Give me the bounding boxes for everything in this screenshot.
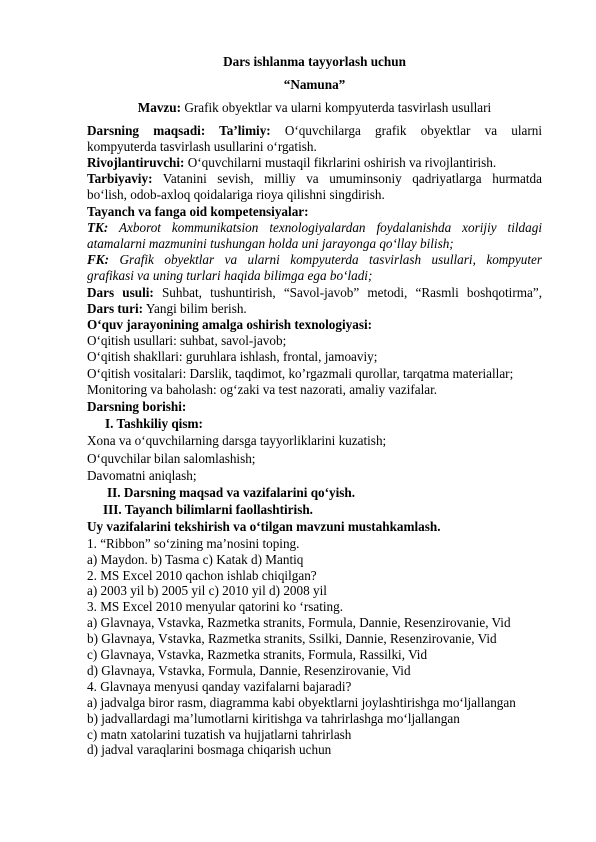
- question-option: c) Glavnaya, Vstavka, Razmetka stranits, Formula, Rassilki, Vid: [87, 647, 428, 663]
- tk-text-1: Axborot kommunikatsion texnologiyalardan foydalanishda xorijiy tildagi: [108, 219, 542, 235]
- educational-text-1: Vatanini sevish, milliy va umuminsoniy qadriyatlarga hurmatda: [152, 171, 542, 187]
- fk-line-2: grafikasi va uning turlari haqida bilimga ega bo‘ladi;: [87, 268, 373, 284]
- goals-line-2: kompyuterda tasvirlash usullarini o‘rgatish.: [87, 138, 317, 154]
- stage-3-heading: III. Tayanch bilimlarni faollashtirish.: [103, 502, 313, 518]
- tk-label: TK:: [87, 219, 109, 235]
- procedure-heading: Darsning borishi:: [87, 399, 187, 415]
- technology-item: O‘qitish shakllari: guruhlara ishlash, frontal, jamoaviy;: [87, 349, 378, 365]
- question-option: a) Glavnaya, Vstavka, Razmetka stranits, Formula, Dannie, Resenzirovanie, Vid: [87, 615, 511, 631]
- technology-heading: O‘quv jarayonining amalga oshirish texnologiyasi:: [87, 317, 373, 333]
- question-option: b) jadvallardagi ma’lumotlarni kiritishga va tahrirlashga mo‘ljallangan: [87, 710, 460, 726]
- lesson-type-label: Dars turi:: [87, 300, 144, 316]
- document-page: [87, 40, 542, 758]
- stage-1-heading: I. Tashkiliy qism:: [105, 416, 203, 432]
- document-title: Dars ishlanma tayyorlash uchun: [223, 54, 406, 69]
- topic-label: Mavzu:: [137, 100, 182, 116]
- question: 1. “Ribbon” so‘zining ma’nosini toping.: [87, 535, 300, 551]
- lesson-method: [87, 285, 542, 301]
- stage-2-heading: II. Darsning maqsad va vazifalarini qo‘yish.: [107, 485, 356, 501]
- homework-check-heading: Uy vazifalarini tekshirish va o‘tilgan mavzuni mustahkamlash.: [87, 519, 441, 535]
- question: 2. MS Excel 2010 qachon ishlab chiqilgan?: [87, 567, 317, 583]
- question-option: c) matn xatolarini tuzatish va hujjatlarni tahrirlash: [87, 726, 352, 742]
- question-option: b) Glavnaya, Vstavka, Razmetka stranits, Ssilki, Dannie, Resenzirovanie, Vid: [87, 631, 497, 647]
- method-text: Suhbat, tushuntirish, “Savol-javob” metodi, “Rasmli boshqotirma”,: [153, 284, 542, 300]
- question-option: a) Maydon. b) Tasma c) Katak d) Mantiq: [87, 551, 304, 567]
- fk-line-1: [87, 252, 542, 268]
- fk-text-1: Grafik obyektlar va ularni kompyuterda tasvirlash usullari, kompyuter: [108, 252, 542, 268]
- tk-line-2: atamalarni mazmunini tushungan holda uni jarayonga qo‘llay bilish;: [87, 236, 454, 252]
- stage-1-item: Xona va o‘quvchilarning darsga tayyorliklarini kuzatish;: [87, 433, 387, 449]
- method-label: Dars usuli:: [87, 284, 154, 300]
- goals-text-1: O‘quvchilarga grafik obyektlar va ularni: [270, 122, 542, 138]
- topic-text: Grafik obyektlar va ularni kompyuterda tasvirlash usullari: [181, 100, 492, 116]
- lesson-type-text: Yangi bilim berish.: [143, 300, 247, 316]
- technology-item: O‘qitish vositalari: Darslik, taqdimot, ko’rgazmali qurollar, tarqatma materiallar;: [87, 365, 514, 381]
- question: 4. Glavnaya menyusi qanday vazifalarni bajaradi?: [87, 678, 352, 694]
- lesson-type: [87, 301, 542, 317]
- developmental-text: O‘quvchilarni mustaqil fikrlarini oshirish va rivojlantirish.: [184, 155, 497, 171]
- document-subtitle: “Namuna”: [283, 77, 346, 93]
- developmental-label: Rivojlantiruvchi:: [87, 155, 185, 171]
- educational-goal-line-1: [87, 171, 542, 187]
- goals-line-1: [87, 123, 542, 139]
- developmental-goal: [87, 155, 542, 171]
- technology-item: Monitoring va baholash: og‘zaki va test nazorati, amaliy vazifalar.: [87, 381, 438, 397]
- stage-1-item: Davomatni aniqlash;: [87, 467, 197, 483]
- question-option: a) 2003 yil b) 2005 yil c) 2010 yil d) 2008 yil: [87, 583, 327, 599]
- tk-line-1: [87, 220, 542, 236]
- question-option: d) jadval varaqlarini bosmaga chiqarish uchun: [87, 742, 332, 758]
- question: 3. MS Excel 2010 menyular qatorini ko ‘rsating.: [87, 599, 344, 615]
- educational-goal-line-2: bo‘lish, odob-axloq qoidalariga rioya qilishni singdirish.: [87, 187, 385, 203]
- technology-item: O‘qitish usullari: suhbat, savol-javob;: [87, 333, 287, 349]
- lesson-topic: [87, 100, 542, 116]
- stage-1-item: O‘quvchilar bilan salomlashish;: [87, 450, 256, 466]
- educational-label: Tarbiyaviy:: [87, 171, 153, 187]
- question-option: a) jadvalga biror rasm, diagramma kabi obyektlarni joylashtirishga mo‘ljallangan: [87, 694, 516, 710]
- question-option: d) Glavnaya, Vstavka, Formula, Dannie, Resenzirovanie, Vid: [87, 662, 411, 678]
- goals-label: Darsning maqsadi: Ta’limiy:: [87, 122, 271, 138]
- competencies-heading: Tayanch va fanga oid kompetensiyalar:: [87, 203, 309, 219]
- fk-label: FK:: [87, 252, 109, 268]
